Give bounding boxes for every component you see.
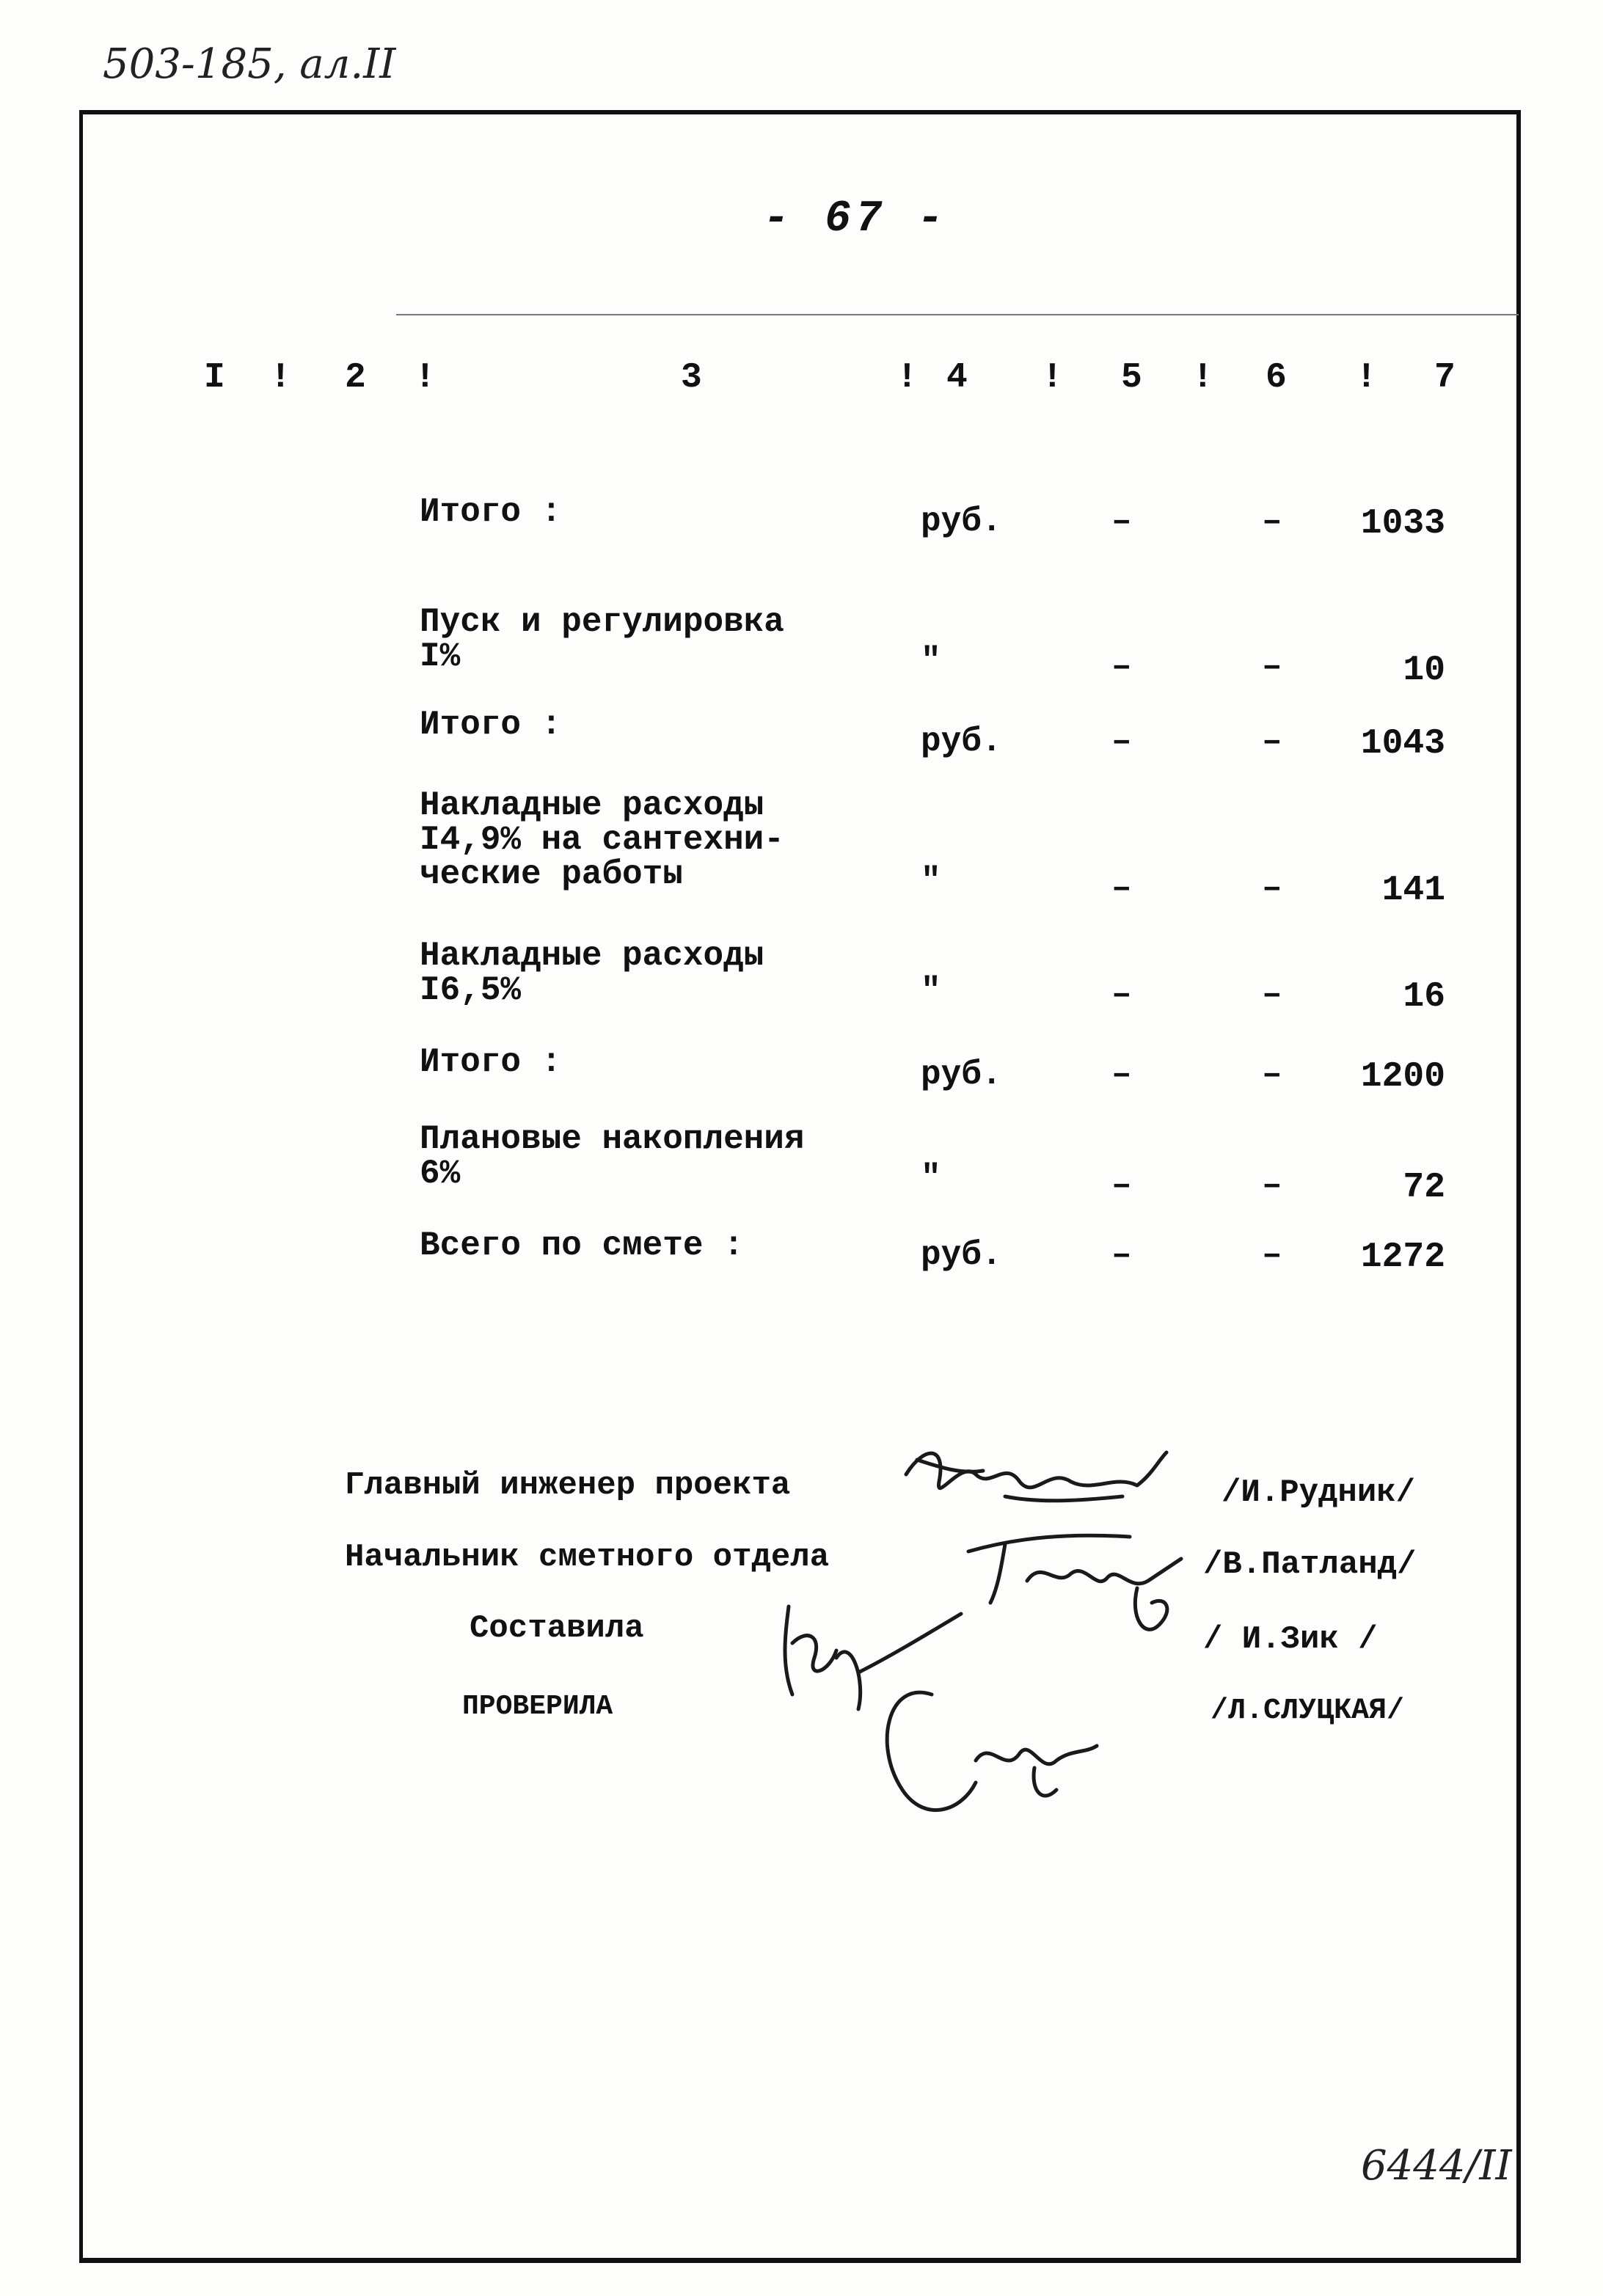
row-value: 72	[1403, 1168, 1445, 1207]
row-value: 1200	[1360, 1057, 1445, 1097]
column-separator: !	[897, 358, 918, 398]
page-number: - 67 -	[763, 194, 949, 244]
row-value: 16	[1403, 977, 1445, 1017]
row-unit: "	[921, 862, 941, 900]
signature-name: / И.Зик /	[1203, 1621, 1378, 1658]
column-header-3: 3	[681, 358, 702, 398]
row-col5: –	[1111, 502, 1132, 541]
column-header-2: 2	[345, 358, 366, 398]
row-description: Итого :	[420, 493, 562, 531]
signature-role: ПРОВЕРИЛА	[462, 1691, 613, 1722]
column-header-1: I	[204, 358, 225, 398]
archive-number: 6444/II	[1361, 2142, 1512, 2190]
row-col6: –	[1262, 976, 1282, 1014]
row-value: 1033	[1360, 504, 1445, 544]
row-unit: руб.	[921, 1056, 1002, 1094]
row-col5: –	[1111, 723, 1132, 761]
row-col6: –	[1262, 869, 1282, 907]
signature-name: /Л.СЛУЦКАЯ/	[1211, 1694, 1405, 1728]
row-value: 10	[1403, 651, 1445, 690]
row-value: 141	[1381, 871, 1445, 910]
signature-role: Составила	[470, 1610, 644, 1647]
row-col5: –	[1111, 1056, 1132, 1094]
column-header-7: 7	[1434, 358, 1456, 398]
column-separator: !	[1042, 358, 1063, 398]
signature-role: Главный инженер проекта	[345, 1467, 791, 1504]
row-col5: –	[1111, 1236, 1132, 1274]
handwritten-signature	[961, 1522, 1203, 1654]
column-separator: !	[1356, 358, 1377, 398]
row-col6: –	[1262, 723, 1282, 761]
row-description: Накладные расходы I4,9% на сантехни- ческие работы	[420, 786, 784, 893]
row-col6: –	[1262, 1056, 1282, 1094]
row-description: Итого :	[420, 1043, 562, 1081]
row-col5: –	[1111, 1166, 1132, 1204]
signature-role: Начальник сметного отдела	[345, 1539, 830, 1576]
row-description: Накладные расходы I6,5%	[420, 937, 764, 1009]
row-unit: руб.	[921, 723, 1002, 761]
column-header-6: 6	[1266, 358, 1287, 398]
row-unit: "	[921, 642, 941, 680]
row-col6: –	[1262, 1236, 1282, 1274]
row-col6: –	[1262, 502, 1282, 541]
header-divider	[396, 314, 1519, 315]
row-col5: –	[1111, 648, 1132, 686]
column-separator: !	[415, 358, 436, 398]
row-col6: –	[1262, 1166, 1282, 1204]
row-col5: –	[1111, 869, 1132, 907]
row-col5: –	[1111, 976, 1132, 1014]
column-separator: !	[1192, 358, 1213, 398]
row-unit: "	[921, 972, 941, 1010]
row-description: Итого :	[420, 706, 562, 744]
row-value: 1043	[1360, 724, 1445, 764]
row-description: Пуск и регулировка I%	[420, 603, 784, 676]
column-header-4: 4	[946, 358, 968, 398]
signature-name: /И.Рудник/	[1222, 1474, 1416, 1511]
row-unit: руб.	[921, 1236, 1002, 1274]
column-header-5: 5	[1121, 358, 1142, 398]
column-separator: !	[270, 358, 291, 398]
handwritten-signature	[866, 1665, 1108, 1834]
row-col6: –	[1262, 648, 1282, 686]
row-unit: руб.	[921, 502, 1002, 541]
row-description: Плановые накопления 6%	[420, 1120, 805, 1193]
row-value: 1272	[1360, 1237, 1445, 1277]
archive-reference: 503-185, ал.II	[103, 40, 396, 88]
row-description: Всего по смете :	[420, 1226, 744, 1265]
row-unit: "	[921, 1159, 941, 1197]
signature-name: /В.Патланд/	[1203, 1546, 1417, 1583]
